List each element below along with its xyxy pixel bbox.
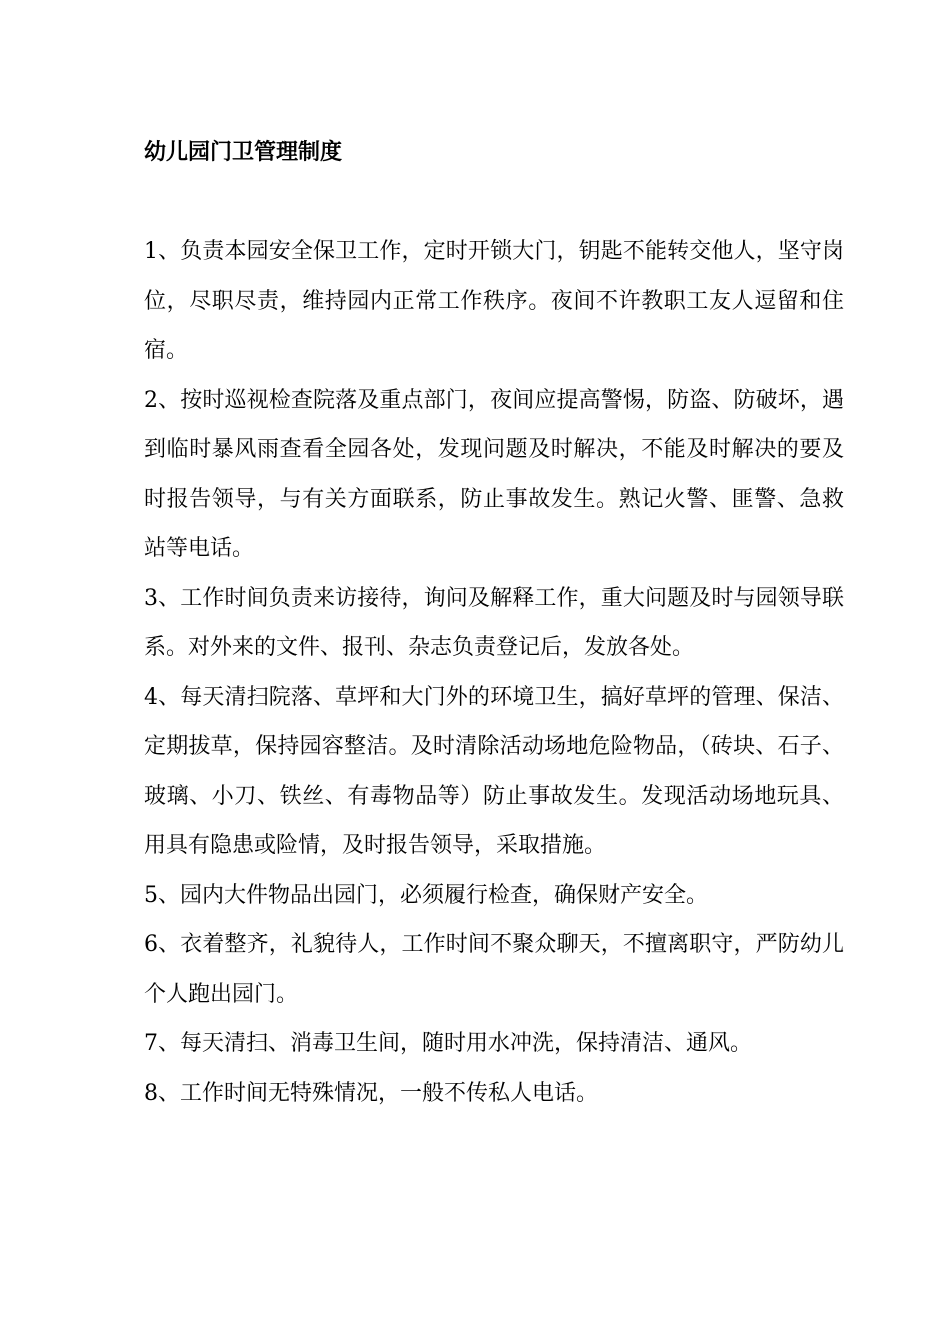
rule-item-2: 2、按时巡视检查院落及重点部门，夜间应提高警惕，防盗、防破坏，遇到临时暴风雨查看全园各处，发现问题及时解决，不能及时解决的要及时报告领导，与有关方面联系，防止事故发生。熟记火警、匪警、急救站等电话。 xyxy=(144,387,844,561)
rules-list xyxy=(144,227,844,1118)
document-title: 幼儿园门卫管理制度 xyxy=(144,140,343,165)
rule-item-1: 1、负责本园安全保卫工作，定时开锁大门，钥匙不能转交他人，坚守岗位，尽职尽责，维持园内正常工作秩序。夜间不许教职工友人逗留和住宿。 xyxy=(144,239,844,363)
rule-item-4: 4、每天清扫院落、草坪和大门外的环境卫生，搞好草坪的管理、保洁、定期拔草，保持园容整洁。及时清除活动场地危险物品，（砖块、石子、玻璃、小刀、铁丝、有毒物品等）防止事故发生。发现活动场地玩具、用具有隐患或险情，及时报告领导，采取措施。 xyxy=(144,684,844,858)
rule-item-8: 8、工作时间无特殊情况，一般不传私人电话。 xyxy=(144,1080,598,1106)
rule-item-6: 6、衣着整齐，礼貌待人，工作时间不聚众聊天，不擅离职守，严防幼儿个人跑出园门。 xyxy=(144,932,844,1007)
rule-item-7: 7、每天清扫、消毒卫生间，随时用水冲洗，保持清洁、通风。 xyxy=(144,1031,752,1056)
rule-item-3: 3、工作时间负责来访接待，询问及解释工作，重大问题及时与园领导联系。对外来的文件、报刊、杂志负责登记后，发放各处。 xyxy=(144,585,844,660)
rule-item-5: 5、园内大件物品出园门，必须履行检查，确保财产安全。 xyxy=(144,882,708,908)
